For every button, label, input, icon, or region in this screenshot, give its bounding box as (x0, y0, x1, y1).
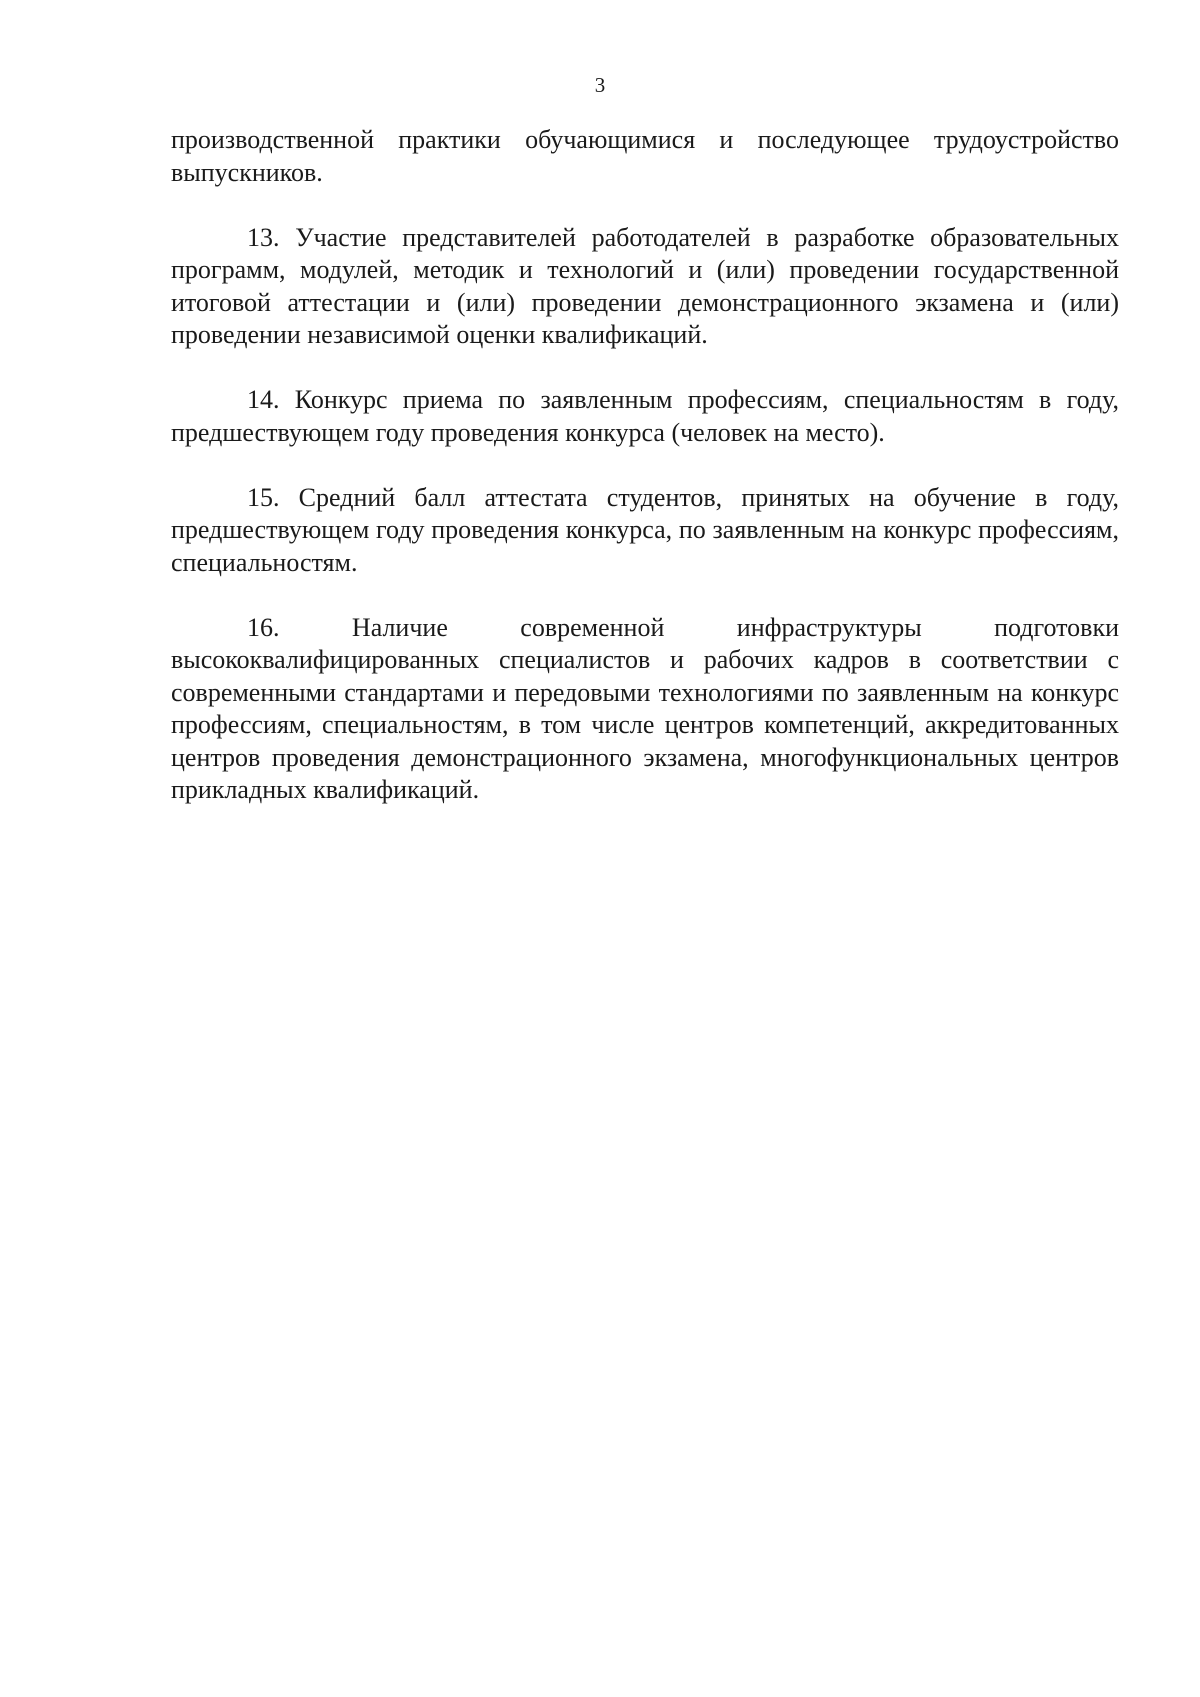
paragraph-item-16: 16. Наличие современной инфраструктуры подготовки высококвалифицированных специалистов и рабочих кадров в соответствии с современными стандартами и передовыми технологиями по заявленным на конкурс профессиям, специальностям, в том числе центров компетенций, аккредитованных центров проведения демонстрационного экзамена, многофункциональных центров прикладных квалификаций. (171, 612, 1119, 804)
paragraph-item-13: 13. Участие представителей работодателей в разработке образовательных программ, модулей, методик и технологий и (или) проведении государственной итоговой аттестации и (или) проведении демонстрационного экзамена и (или) проведении независимой оценки квалификаций. (171, 222, 1119, 349)
page-number: 3 (594, 73, 606, 97)
document-body (171, 124, 1119, 807)
paragraph-item-14: 14. Конкурс приема по заявленным профессиям, специальностям в году, предшествующем году проведения конкурса (человек на место). (171, 385, 1119, 447)
paragraph-item-15: 15. Средний балл аттестата студентов, принятых на обучение в году, предшествующем году проведения конкурса, по заявленным на конкурс профессиям, специальностям. (171, 482, 1119, 577)
paragraph-continuation: производственной практики обучающимися и последующее трудоустройство выпускников. (171, 125, 1119, 187)
